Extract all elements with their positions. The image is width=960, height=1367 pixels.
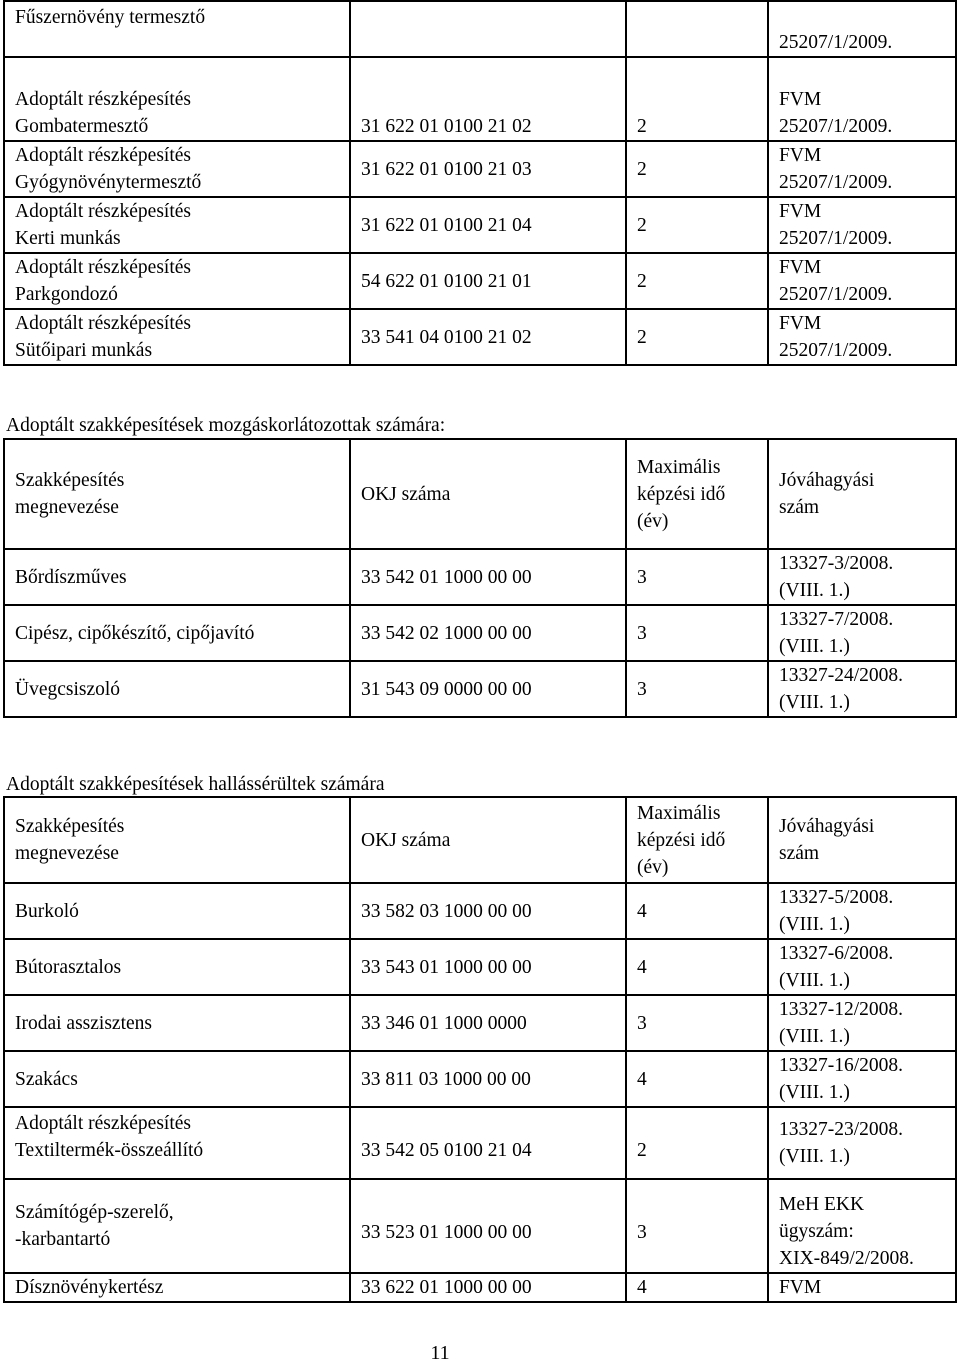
cell-text: 13327-5/2008. (779, 887, 894, 908)
table-1 (3, 0, 957, 366)
cell-okj (350, 309, 626, 365)
table-row (4, 605, 956, 661)
cell-years (626, 197, 768, 253)
cell-text: Irodai asszisztens (15, 1012, 152, 1034)
cell-text: 13327-7/2008. (779, 609, 894, 630)
cell-text: (VIII. 1.) (779, 914, 850, 935)
cell-approval (768, 141, 956, 197)
table-row (4, 253, 956, 309)
header-text: képzési idő (637, 483, 726, 505)
header-name (4, 439, 350, 549)
table-header-row (4, 439, 956, 549)
cell-okj (350, 661, 626, 717)
cell-years (626, 1051, 768, 1107)
cell-approval (768, 1051, 956, 1107)
table-row (4, 57, 956, 141)
cell-text: 13327-23/2008. (779, 1119, 904, 1140)
cell-text: 25207/1/2009. (779, 284, 893, 305)
cell-name (4, 1179, 350, 1273)
cell-text: -karbantartó (15, 1229, 111, 1250)
header-text: OKJ száma (361, 829, 451, 851)
header-approval (768, 797, 956, 883)
cell-approval (768, 1179, 956, 1273)
cell-text: 33 622 01 1000 00 00 (361, 1277, 532, 1298)
cell-name (4, 309, 350, 365)
cell-years (626, 57, 768, 141)
table-row (4, 939, 956, 995)
header-text: (év) (637, 856, 669, 878)
cell-text: 33 346 01 1000 0000 (361, 1012, 527, 1034)
header-text: Szakképesítés (15, 816, 125, 837)
table-row (4, 309, 956, 365)
cell-approval (768, 1273, 956, 1302)
cell-name (4, 1107, 350, 1179)
cell-text: Gombatermesztő (15, 116, 149, 137)
header-years (626, 439, 768, 549)
cell-text: 31 622 01 0100 21 02 (361, 116, 532, 137)
cell-approval (768, 57, 956, 141)
cell-text: XIX-849/2/2008. (779, 1248, 914, 1269)
cell-text: 3 (637, 678, 647, 700)
cell-name (4, 1, 350, 57)
cell-text: (VIII. 1.) (779, 580, 850, 601)
cell-text: Adoptált részképesítés (15, 145, 191, 166)
header-text: képzési idő (637, 829, 726, 851)
cell-okj (350, 1051, 626, 1107)
cell-years (626, 605, 768, 661)
table-row (4, 141, 956, 197)
cell-name (4, 939, 350, 995)
cell-text: 33 811 03 1000 00 00 (361, 1068, 531, 1090)
cell-text: 25207/1/2009. (779, 340, 893, 361)
cell-text: 31 622 01 0100 21 03 (361, 158, 532, 180)
cell-text: Üvegcsiszoló (15, 678, 121, 700)
cell-text: 3 (637, 622, 647, 644)
header-approval (768, 439, 956, 549)
cell-okj (350, 57, 626, 141)
cell-text: 31 543 09 0000 00 00 (361, 678, 532, 700)
header-text: OKJ száma (361, 483, 451, 505)
cell-okj (350, 1273, 626, 1302)
cell-text: Adoptált részképesítés (15, 201, 191, 222)
header-name (4, 797, 350, 883)
cell-name (4, 1273, 350, 1302)
cell-text: 25207/1/2009. (779, 172, 893, 193)
cell-text: FVM (779, 201, 822, 222)
cell-text: Adoptált részképesítés (15, 89, 191, 110)
cell-text: (VIII. 1.) (779, 1146, 850, 1167)
cell-years (626, 253, 768, 309)
cell-text: FVM (779, 313, 822, 334)
header-text: Szakképesítés (15, 470, 125, 491)
cell-text: 33 541 04 0100 21 02 (361, 326, 532, 348)
table-row (4, 1, 956, 57)
cell-name (4, 253, 350, 309)
cell-text: Sütőipari munkás (15, 340, 153, 361)
cell-years (626, 661, 768, 717)
page-number: 11 (430, 1342, 450, 1364)
cell-approval (768, 549, 956, 605)
table-row (4, 1179, 956, 1273)
cell-text: 4 (637, 956, 647, 978)
cell-text: Számítógép-szerelő, (15, 1202, 174, 1223)
cell-years (626, 883, 768, 939)
cell-years (626, 939, 768, 995)
table-row (4, 1051, 956, 1107)
cell-text: 3 (637, 1221, 647, 1243)
header-text: Maximális (637, 802, 721, 824)
cell-text: 54 622 01 0100 21 01 (361, 270, 532, 292)
cell-text: Fűszernövény termesztő (15, 7, 206, 28)
cell-years (626, 141, 768, 197)
cell-text: 33 542 05 0100 21 04 (361, 1140, 532, 1161)
cell-okj (350, 549, 626, 605)
cell-name (4, 883, 350, 939)
cell-name (4, 605, 350, 661)
cell-text: 25207/1/2009. (779, 228, 893, 249)
cell-years (626, 1179, 768, 1273)
cell-text: 3 (637, 566, 647, 588)
cell-name (4, 57, 350, 141)
header-okj (350, 797, 626, 883)
cell-text: 3 (637, 1012, 647, 1034)
cell-approval (768, 309, 956, 365)
header-text: szám (779, 497, 820, 518)
cell-text: 4 (637, 900, 647, 922)
cell-text: Szakács (15, 1068, 78, 1090)
cell-text: Adoptált részképesítés (15, 313, 191, 334)
cell-text: FVM (779, 145, 822, 166)
cell-text: 25207/1/2009. (779, 32, 893, 53)
cell-text: Gyógynövénytermesztő (15, 172, 202, 193)
cell-text: Burkoló (15, 900, 79, 922)
table-row (4, 883, 956, 939)
cell-text: 2 (637, 214, 647, 236)
cell-text: (VIII. 1.) (779, 1082, 850, 1103)
header-text: Maximális (637, 456, 721, 478)
cell-approval (768, 253, 956, 309)
cell-text: Dísznövénykertész (15, 1277, 164, 1298)
cell-text: ügyszám: (779, 1221, 854, 1242)
cell-text: Textiltermék-összeállító (15, 1140, 204, 1161)
cell-approval (768, 883, 956, 939)
cell-approval (768, 661, 956, 717)
cell-text: 33 543 01 1000 00 00 (361, 956, 532, 978)
cell-approval (768, 995, 956, 1051)
cell-name (4, 995, 350, 1051)
cell-text: 13327-12/2008. (779, 999, 904, 1020)
cell-okj (350, 1179, 626, 1273)
cell-okj (350, 253, 626, 309)
cell-okj (350, 1, 626, 57)
section-title-hearing: Adoptált szakképesítések hallássérültek számára (6, 774, 385, 795)
header-years (626, 797, 768, 883)
cell-text: FVM (779, 1277, 822, 1298)
cell-years (626, 1, 768, 57)
cell-text: Kerti munkás (15, 228, 121, 249)
cell-text: 2 (637, 326, 647, 348)
cell-name (4, 661, 350, 717)
header-text: megnevezése (15, 843, 119, 864)
cell-text: (VIII. 1.) (779, 970, 850, 991)
header-text: Jóváhagyási (779, 470, 875, 491)
table-row (4, 1107, 956, 1179)
cell-years (626, 309, 768, 365)
header-text: Jóváhagyási (779, 816, 875, 837)
cell-okj (350, 939, 626, 995)
cell-okj (350, 141, 626, 197)
cell-text: 33 542 02 1000 00 00 (361, 622, 532, 644)
cell-text: FVM (779, 89, 822, 110)
cell-years (626, 1273, 768, 1302)
cell-text: 13327-16/2008. (779, 1055, 904, 1076)
cell-text: Adoptált részképesítés (15, 1113, 191, 1134)
header-text: szám (779, 843, 820, 864)
cell-text: 2 (637, 1140, 647, 1161)
table-hearing (3, 796, 957, 1303)
cell-okj (350, 605, 626, 661)
cell-text: MeH EKK (779, 1194, 865, 1215)
cell-text: 4 (637, 1068, 647, 1090)
header-okj (350, 439, 626, 549)
cell-text: Parkgondozó (15, 284, 118, 305)
table-row (4, 1273, 956, 1302)
table-row (4, 995, 956, 1051)
cell-okj (350, 1107, 626, 1179)
section-title-mobility: Adoptált szakképesítések mozgáskorlátozottak számára: (6, 415, 446, 436)
cell-text: FVM (779, 257, 822, 278)
cell-text: 13327-3/2008. (779, 553, 894, 574)
cell-text: 2 (637, 116, 647, 137)
table-header-row (4, 797, 956, 883)
header-text: (év) (637, 510, 669, 532)
cell-name (4, 197, 350, 253)
cell-text: Bőrdíszműves (15, 566, 127, 588)
cell-text: 13327-6/2008. (779, 943, 894, 964)
cell-text: 33 582 03 1000 00 00 (361, 900, 532, 922)
cell-text: 31 622 01 0100 21 04 (361, 214, 532, 236)
header-text: megnevezése (15, 497, 119, 518)
cell-text: (VIII. 1.) (779, 1026, 850, 1047)
cell-name (4, 1051, 350, 1107)
cell-text: 2 (637, 158, 647, 180)
cell-approval (768, 939, 956, 995)
cell-okj (350, 995, 626, 1051)
table-row (4, 661, 956, 717)
cell-approval (768, 1107, 956, 1179)
cell-approval (768, 1, 956, 57)
cell-years (626, 549, 768, 605)
cell-name (4, 549, 350, 605)
table-row (4, 549, 956, 605)
table-mobility (3, 438, 957, 718)
cell-text: (VIII. 1.) (779, 636, 850, 657)
cell-text: 25207/1/2009. (779, 116, 893, 137)
cell-approval (768, 605, 956, 661)
cell-text: Bútorasztalos (15, 956, 122, 978)
cell-years (626, 995, 768, 1051)
cell-text: (VIII. 1.) (779, 692, 850, 713)
cell-years (626, 1107, 768, 1179)
cell-text: Cipész, cipőkészítő, cipőjavító (15, 622, 255, 644)
cell-text: 4 (637, 1277, 647, 1298)
cell-name (4, 141, 350, 197)
cell-text: 33 523 01 1000 00 00 (361, 1221, 532, 1243)
cell-okj (350, 883, 626, 939)
cell-okj (350, 197, 626, 253)
cell-text: Adoptált részképesítés (15, 257, 191, 278)
cell-approval (768, 197, 956, 253)
table-row (4, 197, 956, 253)
cell-text: 13327-24/2008. (779, 665, 904, 686)
cell-text: 2 (637, 270, 647, 292)
cell-text: 33 542 01 1000 00 00 (361, 566, 532, 588)
